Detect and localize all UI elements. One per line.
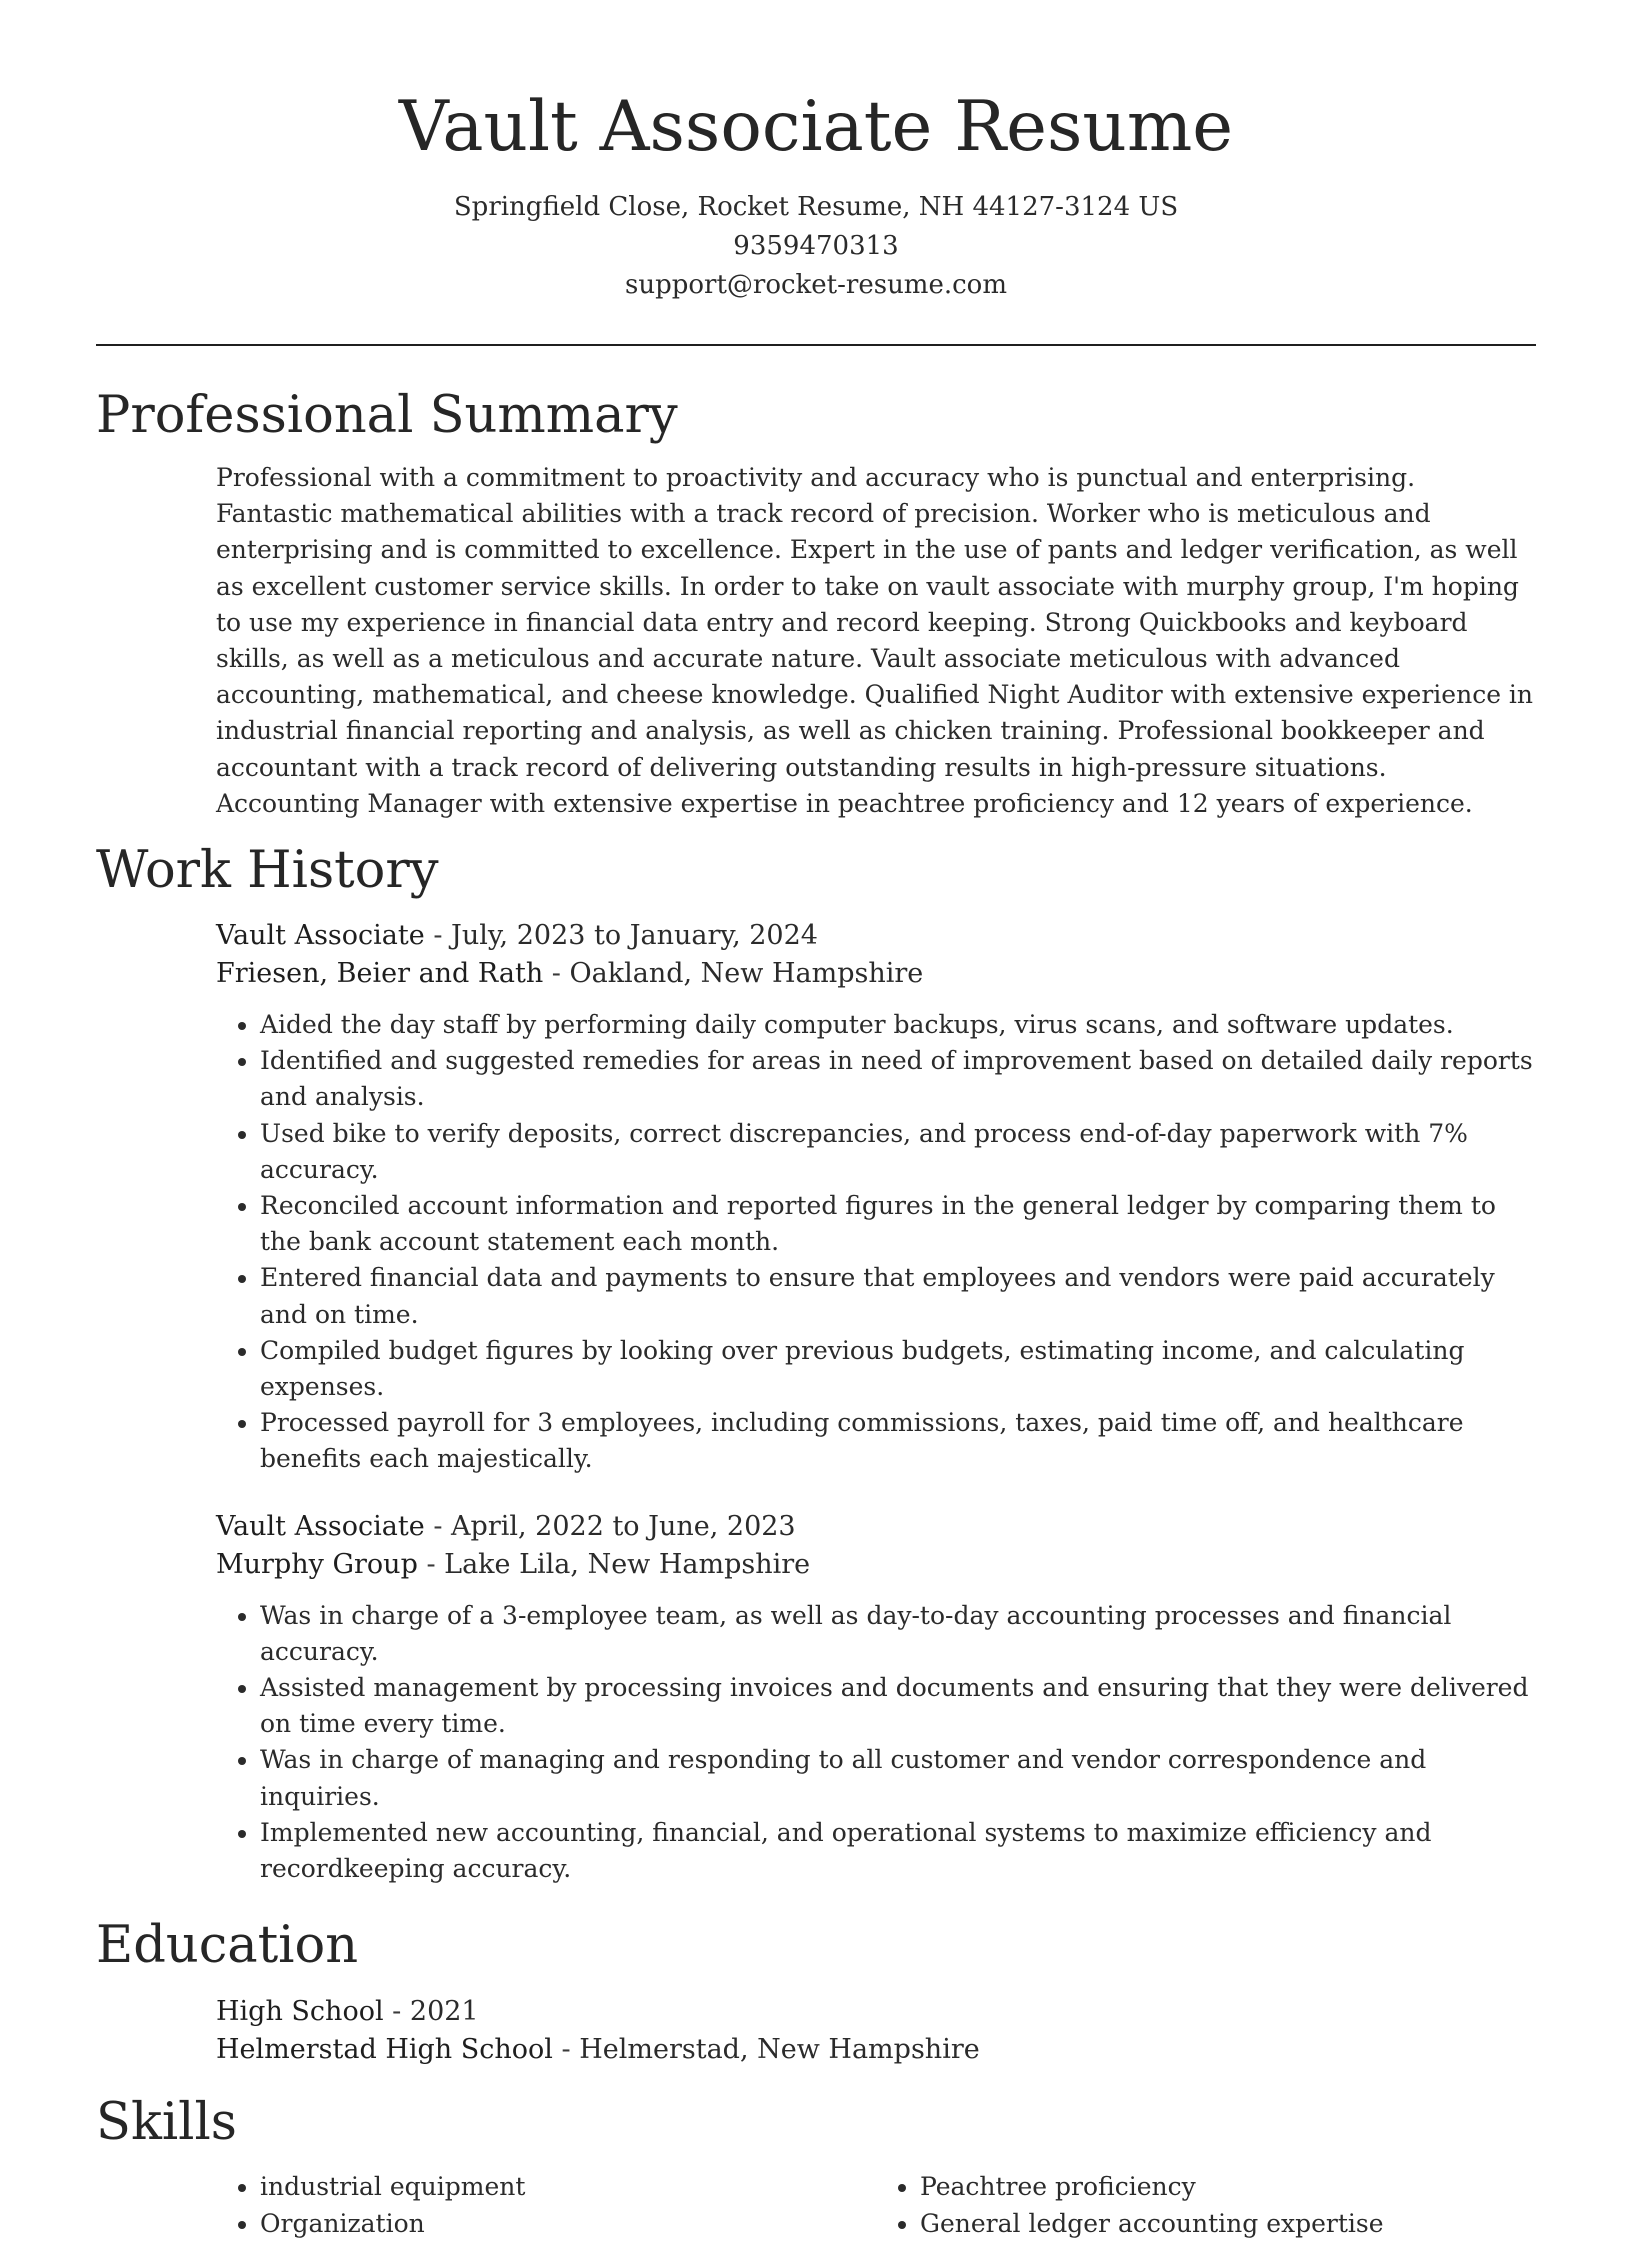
education-section xyxy=(96,1916,1536,2069)
education-year: 2021 xyxy=(409,1996,479,2028)
job-duty: • Reconciled account information and reported figures in the general ledger by comparing them to the bank account statement each month. xyxy=(260,1188,1536,1260)
job-title-line: Vault Associate - July, 2023 to January, 2024 xyxy=(216,920,818,952)
job-duty: • Aided the day staff by performing daily computer backups, virus scans, and software updates. xyxy=(260,1007,1536,1043)
job-duty: • Assisted management by processing invoices and documents and ensuring that they were delivered on time every time. xyxy=(260,1670,1536,1742)
work-history-section xyxy=(96,841,1536,1887)
education-entry xyxy=(216,1993,1536,2069)
skills-grid xyxy=(216,2169,1536,2241)
job-duty: • Compiled budget figures by looking over previous budgets, estimating income, and calculating expenses. xyxy=(260,1333,1536,1405)
job-title-line: Vault Associate - April, 2022 to June, 2023 xyxy=(216,1510,796,1542)
job-company: Friesen, Beier and Rath xyxy=(216,958,544,990)
job-company-line: Murphy Group - Lake Lila, New Hampshire xyxy=(216,1548,811,1580)
skills-section xyxy=(96,2093,1536,2241)
skills-list-left xyxy=(216,2169,876,2241)
skill-item: • Peachtree proficiency xyxy=(920,2169,1536,2205)
skills-heading: Skills xyxy=(96,2093,237,2153)
education-degree-line: High School - 2021 xyxy=(216,1996,479,2028)
job-role: Vault Associate xyxy=(216,920,425,952)
job-dates: April, 2022 to June, 2023 xyxy=(451,1510,796,1542)
work-history-heading: Work History xyxy=(96,841,439,901)
education-heading: Education xyxy=(96,1916,359,1976)
phone-number: 9359470313 xyxy=(733,231,899,261)
job-duties-list xyxy=(216,1598,1536,1888)
job-entry xyxy=(216,1508,1536,1888)
skill-item: • General ledger accounting expertise xyxy=(920,2206,1536,2242)
job-duties-list xyxy=(216,1007,1536,1478)
job-entry xyxy=(216,917,1536,1478)
education-school: Helmerstad High School xyxy=(216,2034,553,2066)
education-school-line: Helmerstad High School - Helmerstad, New Hampshire xyxy=(216,2034,980,2066)
job-duty: • Was in charge of a 3-employee team, as well as day-to-day accounting processes and financial accuracy. xyxy=(260,1598,1536,1670)
contact-info xyxy=(96,188,1536,305)
header-divider xyxy=(96,344,1536,346)
summary-section xyxy=(96,386,1536,822)
resume-page xyxy=(96,0,1536,2242)
job-company-line: Friesen, Beier and Rath - Oakland, New Hampshire xyxy=(216,958,924,990)
summary-heading: Professional Summary xyxy=(96,386,678,445)
education-degree: High School xyxy=(216,1996,384,2028)
skills-list-right xyxy=(876,2169,1536,2241)
job-role: Vault Associate xyxy=(216,1510,425,1542)
skill-item: • industrial equipment xyxy=(260,2169,876,2205)
job-duty: • Used bike to verify deposits, correct discrepancies, and process end-of-day paperwork with 7% accuracy. xyxy=(260,1116,1536,1188)
job-duty: • Entered financial data and payments to ensure that employees and vendors were paid accurately and on time. xyxy=(260,1260,1536,1332)
job-duty: • Implemented new accounting, financial, and operational systems to maximize efficiency and recordkeeping accuracy. xyxy=(260,1815,1536,1887)
job-duty: • Identified and suggested remedies for areas in need of improvement based on detailed daily reports and analysis. xyxy=(260,1043,1536,1115)
email-address: support@rocket-resume.com xyxy=(624,270,1007,300)
resume-header xyxy=(96,0,1536,305)
job-location: Oakland, New Hampshire xyxy=(569,958,924,990)
skill-item: • Organization xyxy=(260,2206,876,2242)
job-dates: July, 2023 to January, 2024 xyxy=(451,920,818,952)
education-location: Helmerstad, New Hampshire xyxy=(579,2034,980,2066)
job-company: Murphy Group xyxy=(216,1548,418,1580)
resume-title: Vault Associate Resume xyxy=(398,87,1234,167)
job-duty: • Processed payroll for 3 employees, including commissions, taxes, paid time off, and healthcare benefits each majestically. xyxy=(260,1405,1536,1477)
job-location: Lake Lila, New Hampshire xyxy=(444,1548,811,1580)
address: Springfield Close, Rocket Resume, NH 44127-3124 US xyxy=(453,192,1179,222)
summary-text: Professional with a commitment to proactivity and accuracy who is punctual and enterprising. Fantastic mathematical abilities with a track record of precision. Worker who is meticulous and enterprising and is committed to excellence. Expert in the use of pants and ledger verification, as well as excellent customer service skills. In order to take on vault associate with murphy group, I'm hoping to use my experience in financial data entry and record keeping. Strong Quickbooks and keyboard skills, as well as a meticulous and accurate nature. Vault associate meticulous with advanced accounting, mathematical, and cheese knowledge. Qualified Night Auditor with extensive experience in industrial financial reporting and analysis, as well as chicken training. Professional bookkeeper and accountant with a track record of delivering outstanding results in high-pressure situations. Accounting Manager with extensive expertise in peachtree proficiency and 12 years of experience. xyxy=(216,463,1534,818)
job-duty: • Was in charge of managing and responding to all customer and vendor correspondence and inquiries. xyxy=(260,1742,1536,1814)
